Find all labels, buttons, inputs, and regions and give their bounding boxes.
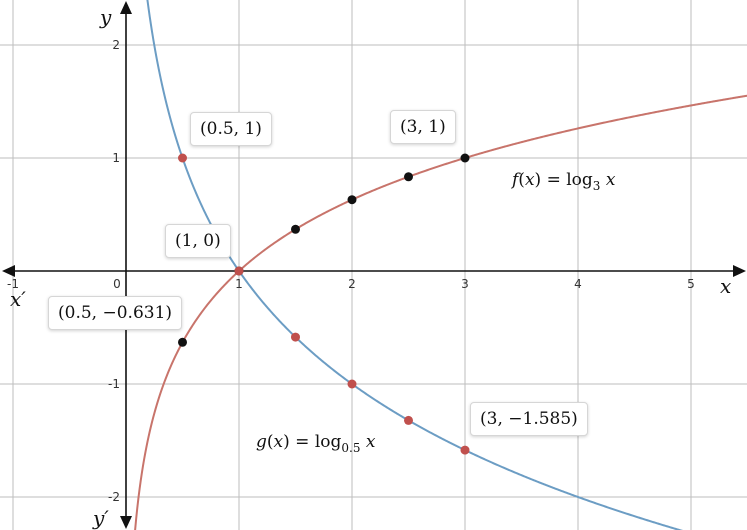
function-label-g: $g(x) = \log_{0.5} x$ [256,432,376,455]
x-tick-label: 2 [348,277,356,291]
x-tick-label: -1 [7,277,19,291]
x-tick-label: 5 [687,277,695,291]
data-point-f [461,154,470,163]
x-tick-label: 4 [574,277,582,291]
function-label-f: $f(x) = \log_3 x$ [512,170,616,193]
data-point-g [461,446,470,455]
data-point-f [178,338,187,347]
y-axis-arrow-down [120,516,132,529]
data-point-g [291,333,300,342]
x-axis-arrow-left [2,265,15,277]
data-point-g [348,380,357,389]
data-point-f [404,172,413,181]
y-neg-axis-name: y′ [93,506,109,530]
y-axis-arrow-up [120,1,132,14]
x-neg-axis-name: x′ [10,287,26,311]
point-callout: (0.5, 1) [190,112,272,146]
point-callout: (3, 1) [390,110,456,144]
point-callout: (1, 0) [165,224,231,258]
curve-f [134,94,747,530]
y-tick-label: 2 [112,38,120,52]
data-point-f [348,195,357,204]
point-callout: (0.5, −0.631) [48,296,182,330]
data-point-g [404,416,413,425]
y-tick-label: -2 [108,490,120,504]
curves [134,0,747,530]
x-axis-arrow-right [733,265,746,277]
x-tick-label: 0 [113,277,121,291]
data-points [178,154,470,455]
x-tick-label: 1 [235,277,243,291]
data-point-g [235,267,244,276]
curve-g [146,0,747,530]
y-tick-label: -1 [108,377,120,391]
point-callout: (3, −1.585) [470,402,588,436]
x-tick-label: 3 [461,277,469,291]
x-axis-name: x [720,274,732,298]
data-point-f [291,225,300,234]
y-tick-label: 1 [112,151,120,165]
y-axis-name: y [100,5,112,29]
data-point-g [178,154,187,163]
